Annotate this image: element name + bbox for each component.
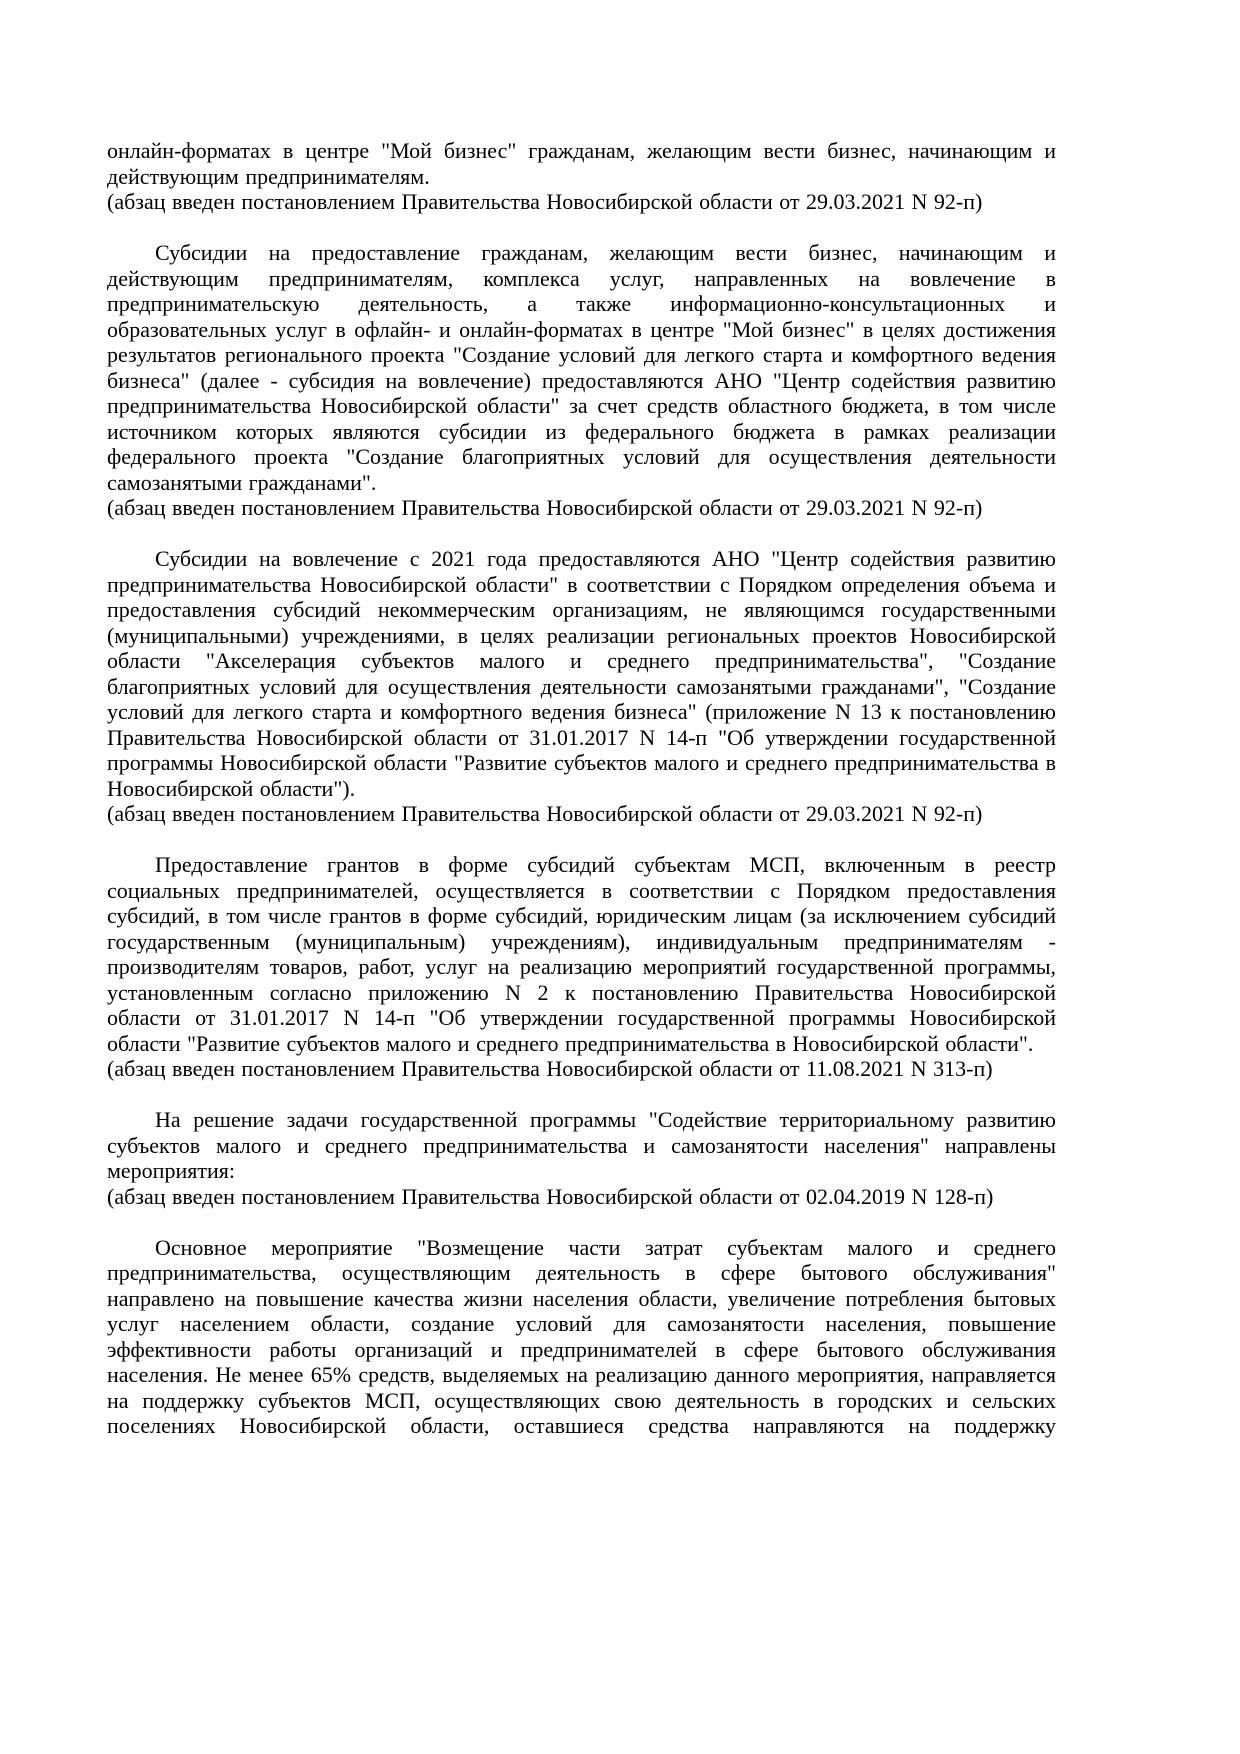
paragraph: На решение задачи государственной программы "Содействие территориальному развитию субъектов малого и среднего предпринимательства и самозанятости населения" направлены мероприятия: <box>107 1107 1056 1183</box>
paragraph-continuation: онлайн-форматах в центре "Мой бизнес" гражданам, желающим вести бизнес, начинающим и действующим предпринимателям. <box>107 138 1056 189</box>
paragraph: Основное мероприятие "Возмещение части затрат субъектам малого и среднего предпринимательства, осуществляющим деятельность в сфере бытового обслуживания" направлено на повышение качества жизни населения области, увеличение потребления бытовых услуг населением области, создание условий для самозанятости населения, повышение эффективности работы организаций и предпринимателей в сфере бытового обслуживания населения. Не менее 65% средств, выделяемых на реализацию данного мероприятия, направляется на поддержку субъектов МСП, осуществляющих свою деятельность в городских и сельских поселениях Новосибирской области, оставшиеся средства направляются на поддержку <box>107 1234 1056 1438</box>
amendment-note: (абзац введен постановлением Правительства Новосибирской области от 02.04.2019 N 128-п) <box>107 1183 994 1209</box>
amendment-note: (абзац введен постановлением Правительства Новосибирской области от 29.03.2021 N 92-п) <box>107 495 983 520</box>
paragraph: Субсидии на вовлечение с 2021 года предоставляются АНО "Центр содействия развитию предпринимательства Новосибирской области" в соответствии с Порядком определения объема и предоставления субсидий некоммерческим организациям, не являющимся государственными (муниципальными) учреждениями, в целях реализации региональных проектов Новосибирской области "Акселерация субъектов малого и среднего предпринимательства", "Создание благоприятных условий для осуществления деятельности самозанятыми гражданами", "Создание условий для легкого старта и комфортного ведения бизнеса" (приложение N 13 к постановлению Правительства Новосибирской области от 31.01.2017 N 14-п "Об утверждении государственной программы Новосибирской области "Развитие субъектов малого и среднего предпринимательства в Новосибирской области"). <box>107 546 1056 801</box>
amendment-note: (абзац введен постановлением Правительства Новосибирской области от 29.03.2021 N 92-п) <box>107 801 983 826</box>
amendment-note: (абзац введен постановлением Правительства Новосибирской области от 29.03.2021 N 92-п) <box>107 189 983 214</box>
document-page <box>107 138 1056 1439</box>
paragraph: Предоставление грантов в форме субсидий субъектам МСП, включенным в реестр социальных предпринимателей, осуществляется в соответствии с Порядком предоставления субсидий, в том числе грантов в форме субсидий, юридическим лицам (за исключением субсидий государственным (муниципальным) учреждениям), индивидуальным предпринимателям - производителям товаров, работ, услуг на реализацию мероприятий государственной программы, установленным согласно приложению N 2 к постановлению Правительства Новосибирской области от 31.01.2017 N 14-п "Об утверждении государственной программы Новосибирской области "Развитие субъектов малого и среднего предпринимательства в Новосибирской области". <box>107 852 1056 1056</box>
paragraph: Субсидии на предоставление гражданам, желающим вести бизнес, начинающим и действующим предпринимателям, комплекса услуг, направленных на вовлечение в предпринимательскую деятельность, а также информационно-консультационных и образовательных услуг в офлайн- и онлайн-форматах в центре "Мой бизнес" в целях достижения результатов регионального проекта "Создание условий для легкого старта и комфортного ведения бизнеса" (далее - субсидия на вовлечение) предоставляются АНО "Центр содействия развитию предпринимательства Новосибирской области" за счет средств областного бюджета, в том числе источником которых являются субсидии из федерального бюджета в рамках реализации федерального проекта "Создание благоприятных условий для осуществления деятельности самозанятыми гражданами". <box>107 240 1056 495</box>
amendment-note: (абзац введен постановлением Правительства Новосибирской области от 11.08.2021 N 313-п) <box>107 1056 993 1081</box>
